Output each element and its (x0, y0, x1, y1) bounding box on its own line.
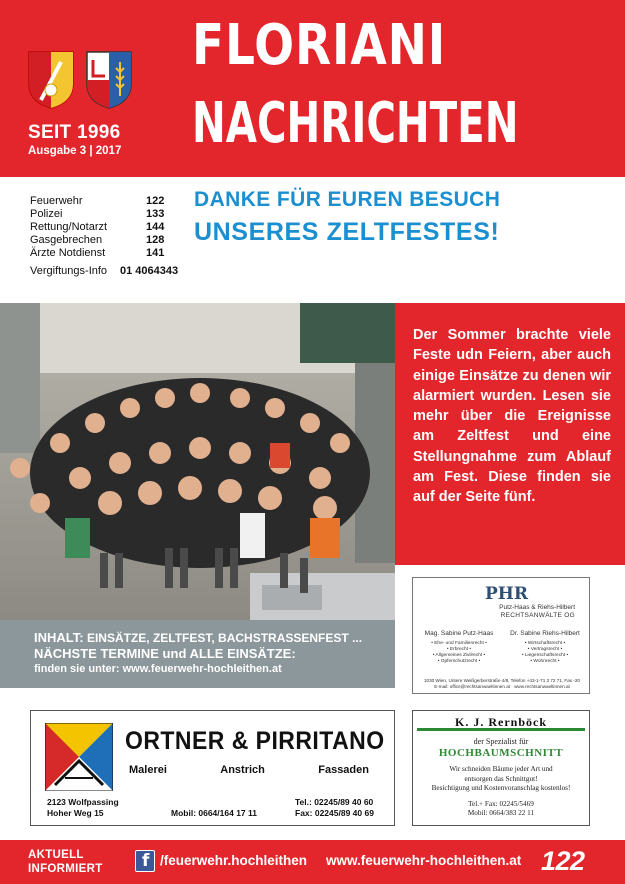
tree-text-line: Wir schneiden Bäume jeder Art und (449, 765, 553, 773)
group-photo-image (0, 303, 395, 620)
number-value: 122 (146, 195, 165, 207)
tree-service-description (413, 765, 589, 794)
footer-slogan-line2: INFORMIERT (28, 863, 103, 875)
tree-service-ad (412, 710, 590, 826)
practice-area: • Liegenschaftsrecht • (521, 653, 569, 658)
painter-address-line1: 2123 Wolfpassing (47, 797, 119, 807)
painter-ad (30, 710, 395, 826)
partner-name: Dr. Sabine Riehs-Hilbert (510, 630, 580, 637)
poison-info-label: Vergiftungs-Info (30, 265, 108, 277)
number-value: 144 (146, 221, 165, 233)
painter-fax: Fax: 02245/89 40 69 (295, 808, 374, 818)
painter-mobile: Mobil: 0664/164 17 11 (171, 808, 257, 818)
intro-text: Der Sommer brachte viele Feste udn Feiern, aber auch einige Einsätze zu denen wir alarmiert wurden. Lesen sie mehr über die Ereignisse am Zeltfest und eine Stellungnahme zum Ablauf am Fest. Diese finden sie auf der Seite fünf. (413, 327, 611, 506)
tree-text-line: entsorgen das Schnittgut! (464, 774, 538, 783)
painter-address-line2: Hoher Weg 15 (47, 808, 104, 818)
facebook-link[interactable]: /feuerwehr.hochleithen (160, 853, 308, 868)
law-firm-logo: PHR (485, 584, 528, 604)
group-photo (0, 303, 395, 620)
tree-mobile: Mobil: 0664/383 22 11 (467, 809, 535, 817)
number-row (30, 247, 180, 260)
tree-service-contact (413, 800, 589, 819)
facebook-icon[interactable]: f (135, 850, 155, 872)
painter-tel: Tel.: 02245/89 40 60 (295, 797, 374, 807)
emergency-numbers (30, 195, 180, 278)
practice-area: • Ehe- und Familienrecht • (431, 641, 487, 646)
tree-phone: Tel.+ Fax: 02245/5469 (468, 799, 534, 808)
practice-area: • Allgemeines Zivilrecht • (432, 653, 486, 658)
number-row (30, 195, 180, 208)
painter-service: Anstrich (220, 764, 265, 776)
law-firm-contact (417, 678, 587, 690)
fire-brigade-crest (27, 50, 75, 110)
contents-band (0, 620, 395, 688)
practice-area: • Opferschutzrecht • (437, 659, 481, 664)
headline-line1: DANKE FÜR EUREN BESUCH (194, 188, 501, 211)
issue-number: Ausgabe 3 | 2017 (28, 145, 122, 157)
contents-topics: EINSÄTZE, ZELTFEST, BACHSTRASSENFEST ... (86, 631, 363, 645)
lawyer-ad (412, 577, 590, 694)
practice-area: • Vertragsrecht • (527, 647, 563, 652)
painter-service: Fassaden (318, 764, 369, 776)
footer-bar (0, 840, 625, 884)
law-firm-type: RECHTSANWÄLTE OG (500, 612, 575, 619)
poison-info-row (30, 265, 180, 278)
intro-panel (395, 303, 625, 565)
footer-slogan (28, 848, 103, 876)
number-label: Rettung/Notarzt (30, 221, 108, 233)
number-value: 128 (146, 234, 165, 246)
number-value: 141 (146, 247, 165, 259)
practice-area: • Wirtschaftsrecht • (524, 641, 566, 646)
tree-text-line: Besichtigung und Kostenvoranschlag kostenlos! (431, 784, 571, 792)
painter-phone-fax (295, 797, 374, 819)
since-year: SEIT 1996 (28, 122, 121, 143)
number-label: Gasgebrechen (30, 234, 103, 246)
number-row (30, 208, 180, 221)
practice-area: • Wohnrecht • (530, 659, 560, 664)
painter-logo (45, 723, 113, 791)
painter-services (129, 764, 369, 776)
page-number: 122 (541, 846, 585, 876)
number-label: Ärzte Notdienst (30, 247, 106, 259)
number-row (30, 234, 180, 247)
practice-area: • Erbrecht • (446, 647, 472, 652)
painter-service: Malerei (129, 764, 167, 776)
tree-service-subtitle: der Spezialist für (473, 737, 529, 746)
contents-topics-line (34, 630, 395, 645)
contents-line2: NÄCHSTE TERMINE und ALLE EINSÄTZE: (34, 646, 296, 661)
magazine-title-line2: NACHRICHTEN (192, 91, 519, 156)
painter-address (47, 797, 119, 819)
website-link[interactable]: www.feuerwehr-hochleithen.at (326, 853, 522, 868)
tree-service-specialty: HOCHBAUMSCHNITT (438, 747, 564, 759)
magazine-title-line1: FLORIANI (192, 13, 447, 78)
law-firm-address: 1030 Wien, Untere Weißgerberstraße 4/8, Telefon +43-1-71 3 72 71, Fax -20 (424, 678, 580, 683)
tree-service-name: K. J. Rernböck (417, 714, 585, 731)
cover-headline (194, 188, 604, 247)
number-label: Polizei (30, 208, 63, 220)
law-firm-email: E-mail: office@rechtsanwaeltinnen.at · www.rechtsanwaeltinnen.at (434, 684, 570, 689)
headline-line2: UNSERES ZELTFESTES! (194, 218, 500, 246)
footer-slogan-line1: AKTUELL (28, 849, 84, 861)
number-value: 133 (146, 208, 165, 220)
law-partners (419, 630, 585, 665)
poison-info-value: 01 4064343 (120, 265, 179, 277)
law-firm-name: Putz-Haas & Riehs-Hilbert (499, 604, 575, 611)
contents-label: INHALT: (34, 630, 84, 645)
painter-company-name: ORTNER & PIRRITANO (125, 727, 385, 755)
number-label: Feuerwehr (30, 195, 83, 207)
contents-website-line[interactable]: finden sie unter: www.feuerwehr-hochleithen.at (34, 663, 282, 675)
law-partner (505, 630, 585, 665)
number-row (30, 221, 180, 234)
law-partner (419, 630, 499, 665)
masthead (0, 0, 625, 177)
municipality-crest (85, 50, 133, 110)
partner-name: Mag. Sabine Putz-Haas (424, 630, 494, 637)
